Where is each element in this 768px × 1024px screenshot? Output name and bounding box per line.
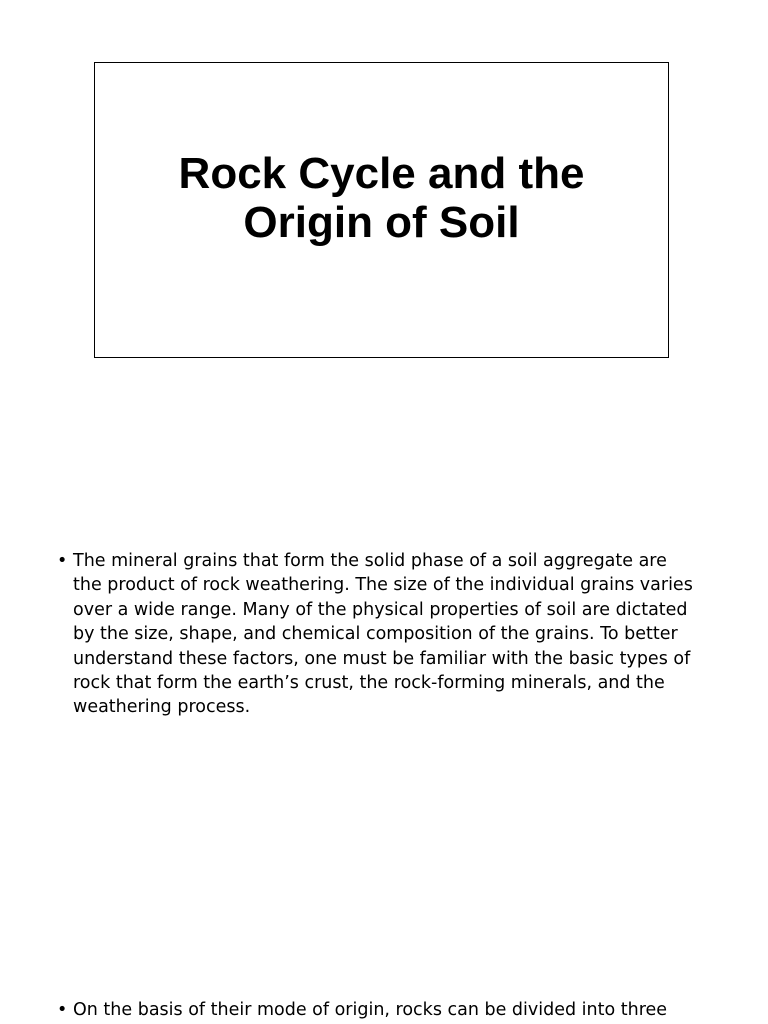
bullet-line: the product of rock weathering. The size of the individual grains varies [73, 575, 693, 596]
bullet-line: rock that form the earth’s crust, the rock-forming minerals, and the [73, 673, 665, 694]
slide-title-line-2: Origin of Soil [243, 198, 520, 247]
bullet-line: understand these factors, one must be familiar with the basic types of [73, 648, 691, 669]
bullet-text: On the basis of their mode of origin, rocks can be divided into three [73, 1000, 668, 1020]
bullet-line: weathering process. [73, 697, 251, 718]
slide-title-line-1: Rock Cycle and the [178, 149, 585, 198]
bullet-paragraph-mineral-grains [57, 549, 723, 720]
bullet-paragraph-rock-origin [57, 998, 723, 1022]
bullet-point-icon: • [57, 551, 68, 571]
bullet-point-icon: • [57, 1000, 68, 1020]
bullet-line [57, 998, 723, 1022]
bullet-line: by the size, shape, and chemical composition of the grains. To better [73, 624, 678, 645]
bullet-line [57, 549, 723, 573]
bullet-line: over a wide range. Many of the physical properties of soil are dictated [73, 599, 688, 620]
slide-title [95, 149, 668, 247]
bullet-text: The mineral grains that form the solid phase of a soil aggregate are [73, 551, 667, 571]
title-slide-frame [94, 62, 669, 358]
